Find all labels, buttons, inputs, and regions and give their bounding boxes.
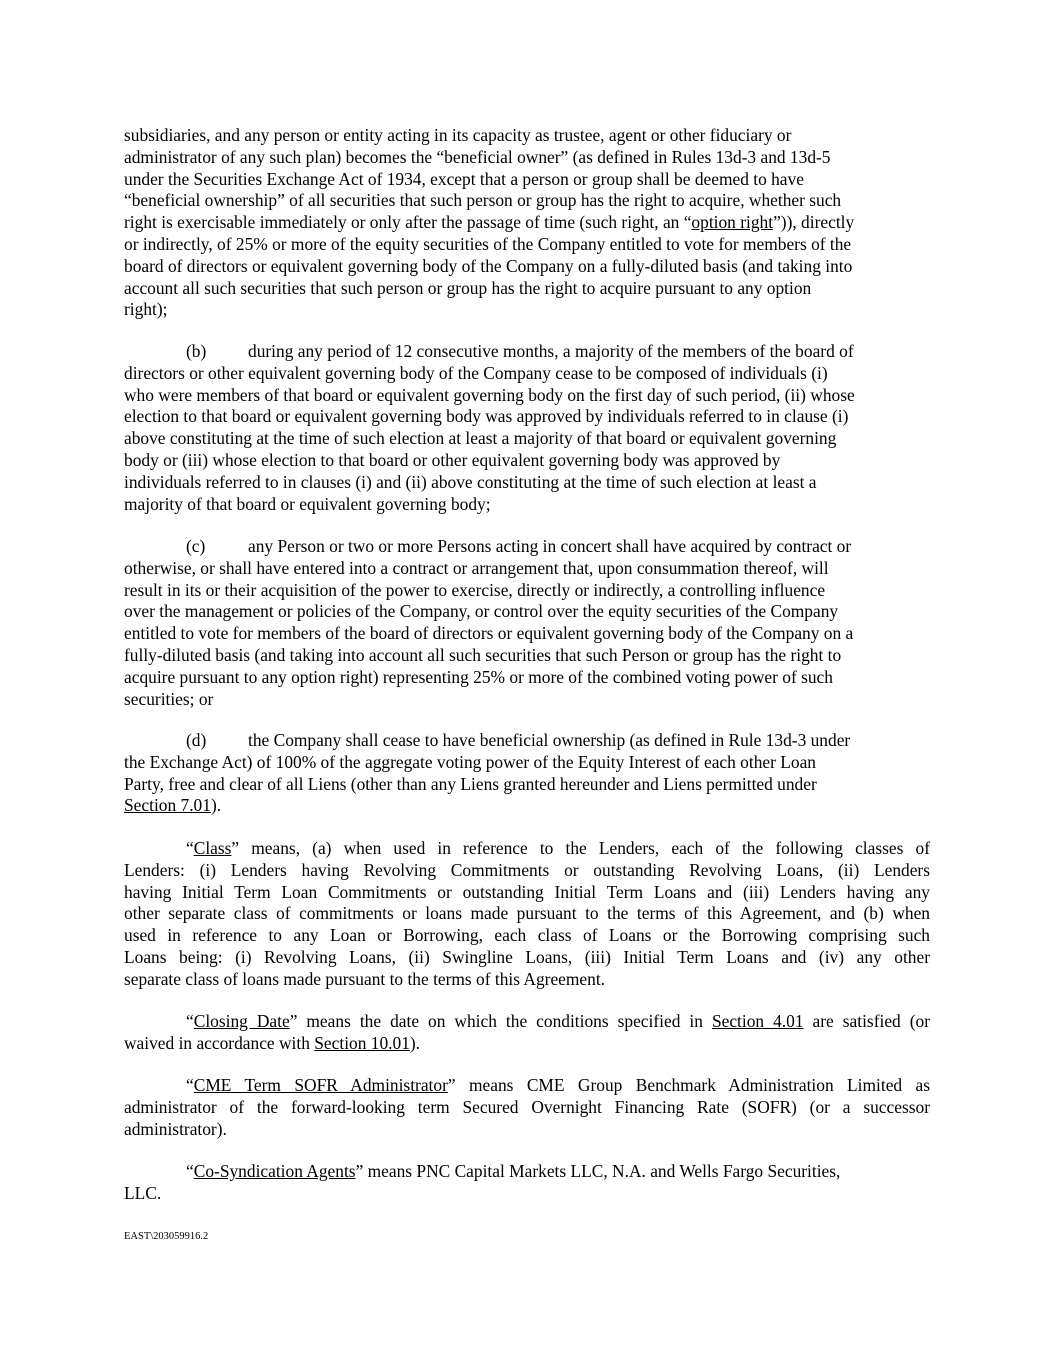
- document-id-footer: EAST\203059916.2: [124, 1231, 209, 1242]
- paragraph-a-continuation: [124, 125, 930, 321]
- text-line: “beneficial ownership” of all securities that such person or group has the right to acquire, whether such: [124, 190, 842, 211]
- text-segment: ” means, (a) when used in reference to the Lenders, each of the following classes of: [231, 838, 930, 858]
- text-line: separate class of loans made pursuant to the terms of this Agreement.: [124, 968, 606, 989]
- text-line: [124, 212, 930, 234]
- text-line: right);: [124, 299, 168, 320]
- clause-label: (b): [186, 341, 207, 361]
- text-line: [124, 838, 930, 860]
- text-line: [124, 1161, 930, 1183]
- text-segment: during any period of 12 consecutive months, a majority of the members of the board of: [248, 341, 854, 361]
- definition-cme-term-sofr-administrator: [124, 1075, 930, 1140]
- section-reference: Section 4.01: [711, 1011, 804, 1031]
- text-line: [124, 1033, 930, 1055]
- clause-b: [124, 341, 930, 515]
- text-segment: ).: [210, 795, 222, 816]
- text-line: having Initial Term Loan Commitments or outstanding Initial Term Loans and (iii) Lenders having any: [124, 881, 930, 902]
- text-line: Party, free and clear of all Liens (other than any Liens granted hereunder and Liens permitted under: [124, 773, 817, 794]
- text-line: under the Securities Exchange Act of 1934, except that a person or group shall be deemed to have: [124, 168, 804, 189]
- text-line: board of directors or equivalent governing body of the Company on a fully-diluted basis (and taking into: [124, 255, 853, 276]
- text-line: individuals referred to in clauses (i) and (ii) above constituting at the time of such election at least a: [124, 471, 817, 492]
- clause-c: [124, 536, 930, 710]
- text-line: Lenders: (i) Lenders having Revolving Commitments or outstanding Revolving Loans, (ii) Lenders: [124, 859, 930, 880]
- text-segment: ” means PNC Capital Markets LLC, N.A. and Wells Fargo Securities,: [355, 1161, 841, 1181]
- text-segment: any Person or two or more Persons acting in concert shall have acquired by contract or: [248, 536, 852, 556]
- text-line: election to that board or equivalent governing body was approved by individuals referred to in clause (i): [124, 406, 849, 427]
- clause-d: [124, 730, 930, 817]
- text-line: body or (iii) whose election to that board or other equivalent governing body was approved by: [124, 449, 781, 470]
- text-segment: ” means CME Group Benchmark Administration Limited as: [447, 1075, 930, 1095]
- text-line: [124, 730, 930, 752]
- clause-label: (d): [186, 730, 207, 750]
- text-segment: ” means the date on which the conditions specified in: [289, 1011, 712, 1031]
- clause-label: (c): [186, 536, 206, 556]
- defined-term-option-right: option right: [691, 212, 774, 233]
- text-line: entitled to vote for members of the board of directors or equivalent governing body of the Company on a: [124, 623, 854, 644]
- text-line: other separate class of commitments or loans made pursuant to the terms of this Agreement, and (b) when: [124, 903, 930, 924]
- text-line: who were members of that board or equivalent governing body on the first day of such period, (ii) whose: [124, 384, 855, 405]
- text-segment: the Company shall cease to have beneficial ownership (as defined in Rule 13d-3 under: [248, 730, 851, 750]
- text-line: administrator of the forward-looking term Secured Overnight Financing Rate (SOFR) (or a successor: [124, 1096, 930, 1117]
- text-line: fully-diluted basis (and taking into account all such securities that such Person or group has the right to: [124, 644, 842, 665]
- defined-term-closing-date: Closing Date: [193, 1011, 290, 1031]
- text-line: [124, 795, 930, 817]
- text-line: [124, 1075, 930, 1097]
- text-line: administrator).: [124, 1118, 227, 1139]
- text-line: the Exchange Act) of 100% of the aggregate voting power of the Equity Interest of each other Loan: [124, 751, 816, 772]
- text-segment: “: [186, 1161, 194, 1181]
- text-segment: ”)), directly: [773, 212, 855, 233]
- text-segment: “: [186, 1075, 194, 1095]
- text-line: used in reference to any Loan or Borrowing, each class of Loans or the Borrowing comprising such: [124, 925, 930, 946]
- text-line: LLC.: [124, 1182, 162, 1203]
- text-line: acquire pursuant to any option right) representing 25% or more of the combined voting power of such: [124, 666, 833, 687]
- text-line: majority of that board or equivalent governing body;: [124, 493, 491, 514]
- text-line: directors or other equivalent governing body of the Company cease to be composed of individuals (i): [124, 362, 828, 383]
- text-segment: “: [186, 838, 194, 858]
- section-reference: Section 10.01: [314, 1032, 410, 1053]
- text-line: account all such securities that such person or group has the right to acquire pursuant to any option: [124, 277, 812, 298]
- defined-term-co-syndication-agents: Co-Syndication Agents: [193, 1161, 356, 1181]
- text-line: administrator of any such plan) becomes the “beneficial owner” (as defined in Rules 13d-3 and 13d-5: [124, 146, 831, 167]
- text-line: [124, 1011, 930, 1033]
- text-line: subsidiaries, and any person or entity acting in its capacity as trustee, agent or other fiduciary or: [124, 125, 792, 145]
- text-line: [124, 341, 930, 363]
- text-line: or indirectly, of 25% or more of the equity securities of the Company entitled to vote for members of the: [124, 233, 852, 254]
- text-segment: ).: [409, 1032, 421, 1053]
- text-segment: are satisfied (or: [803, 1011, 931, 1031]
- definition-closing-date: [124, 1011, 930, 1055]
- definition-co-syndication-agents: [124, 1161, 930, 1205]
- text-line: result in its or their acquisition of the power to exercise, directly or indirectly, a controlling influence: [124, 579, 826, 600]
- text-line: above constituting at the time of such election at least a majority of that board or equivalent governing: [124, 428, 837, 449]
- definition-class: [124, 838, 930, 991]
- text-line: over the management or policies of the Company, or control over the equity securities of the Company: [124, 601, 839, 622]
- defined-term-class: Class: [193, 838, 232, 858]
- text-line: securities; or: [124, 688, 214, 709]
- text-segment: right is exercisable immediately or only after the passage of time (such right, an “: [124, 212, 692, 233]
- text-segment: “: [186, 1011, 194, 1031]
- text-line: Loans being: (i) Revolving Loans, (ii) Swingline Loans, (iii) Initial Term Loans and (iv) any other: [124, 946, 930, 967]
- text-segment: waived in accordance with: [124, 1032, 315, 1053]
- defined-term-cme-term-sofr-administrator: CME Term SOFR Administrator: [193, 1075, 448, 1095]
- section-reference: Section 7.01: [124, 795, 211, 816]
- text-line: [124, 536, 930, 558]
- text-line: otherwise, or shall have entered into a contract or arrangement that, upon consummation thereof, will: [124, 557, 829, 578]
